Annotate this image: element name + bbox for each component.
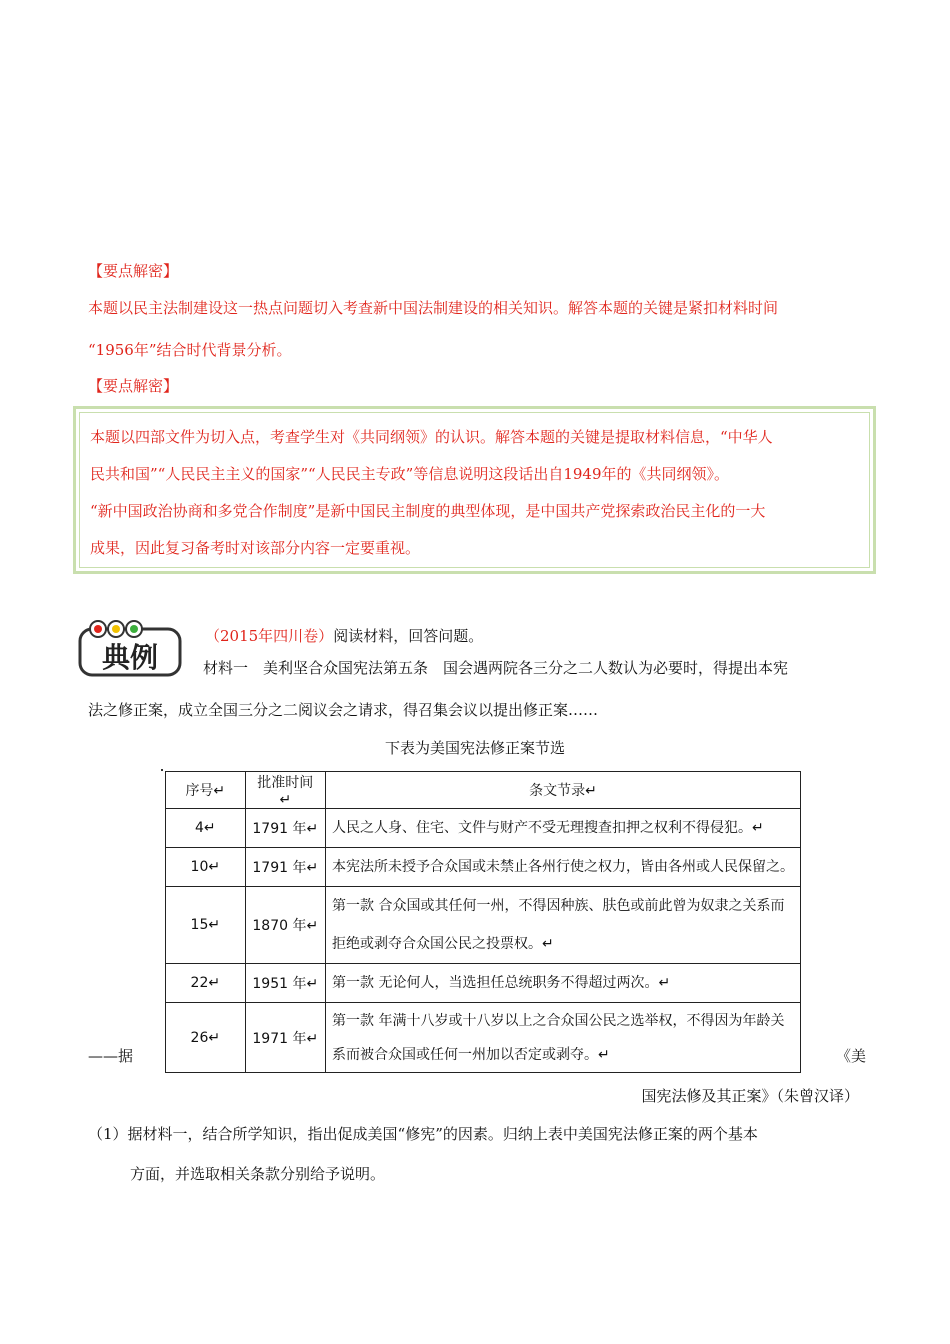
cell-date: 1971 年↵: [245, 1003, 325, 1073]
cell-text: 第一款 无论何人，当选担任总统职务不得超过两次。↵: [326, 964, 801, 1003]
table-caption: 下表为美国宪法修正案节选: [384, 739, 565, 757]
citation-right: 《美: [836, 1047, 867, 1065]
col-header-num: 序号↵: [166, 772, 246, 809]
table-row: [166, 1003, 801, 1073]
cell-num: 26↵: [166, 1003, 246, 1073]
table-row: [166, 887, 801, 964]
cell-text: 本宪法所未授予合众国或未禁止各州行使之权力，皆由各州或人民保留之。: [326, 848, 801, 887]
table-header-row: [166, 772, 801, 809]
table-row: [166, 809, 801, 848]
cell-num: 4↵: [166, 809, 246, 848]
material1-line1: 材料一 美利坚合众国宪法第五条 国会遇两院各三分之二人数认为必要时，得提出本宪: [203, 659, 789, 677]
cell-text: 人民之人身、住宅、文件与财产不受无理搜查扣押之权利不得侵犯。↵: [326, 809, 801, 848]
analysis-text-2a: 本题以四部文件为切入点，考查学生对《共同纲领》的认识。解答本题的关键是提取材料信息，“中华人: [90, 428, 773, 446]
analysis-box: [73, 406, 876, 574]
cell-date: 1870 年↵: [245, 887, 325, 964]
question1-line1: （1）据材料一，结合所学知识，指出促成美国“修宪”的因素。归纳上表中美国宪法修正案的两个基本: [88, 1125, 758, 1143]
example-logo-icon: [78, 617, 186, 679]
col-header-text: 条文节录↵: [326, 772, 801, 809]
amendments-table: [165, 771, 801, 1073]
analysis-text-1b: “1956年”结合时代背景分析。: [88, 341, 292, 359]
citation-line2: 国宪法修及其正案》（朱曾汉译）: [641, 1087, 859, 1105]
citation-left: ——据: [88, 1047, 134, 1065]
table-row: [166, 964, 801, 1003]
analysis-text-2d: 成果，因此复习备考时对该部分内容一定要重视。: [90, 539, 421, 557]
col-header-date: 批准时间↵: [245, 772, 325, 809]
table-row: [166, 848, 801, 887]
material1-line2: 法之修正案，成立全国三分之二阅议会之请求，得召集会议以提出修正案……: [88, 701, 599, 719]
analysis-text-1a: 本题以民主法制建设这一热点问题切入考查新中国法制建设的相关知识。解答本题的关键是紧扣材料时间: [88, 299, 779, 317]
cell-date: 1791 年↵: [245, 848, 325, 887]
example-source: （2015年四川卷）: [205, 627, 334, 645]
analysis-text-2b: 民共和国”“人民民主主义的国家”“人民民主专政”等信息说明这段话出自1949年的《共同纲领》。: [90, 465, 730, 483]
cell-text: 第一款 年满十八岁或十八岁以上之合众国公民之选举权，不得因为年龄关 系而被合众国或任何一州加以否定或剥夺。↵: [326, 1003, 801, 1073]
cell-num: 15↵: [166, 887, 246, 964]
analysis-text-2c: “新中国政治协商和多党合作制度”是新中国民主制度的典型体现，是中国共产党探索政治民主化的一大: [90, 502, 766, 520]
question1-line2: 方面，并选取相关条款分别给予说明。: [130, 1165, 386, 1183]
analysis-header-1: 【要点解密】: [88, 262, 179, 280]
cell-date: 1791 年↵: [245, 809, 325, 848]
example-heading: [205, 625, 483, 646]
analysis-header-2: 【要点解密】: [88, 377, 179, 395]
cell-num: 22↵: [166, 964, 246, 1003]
cell-date: 1951 年↵: [245, 964, 325, 1003]
example-logo-text: 典例: [101, 641, 159, 674]
cell-num: 10↵: [166, 848, 246, 887]
cell-text: 第一款 合众国或其任何一州，不得因种族、肤色或前此曾为奴隶之关系而 拒绝或剥夺合众国公民之投票权。↵: [326, 887, 801, 964]
example-prompt: 阅读材料，回答问题。: [333, 627, 484, 645]
table-anchor-mark: [161, 769, 163, 771]
